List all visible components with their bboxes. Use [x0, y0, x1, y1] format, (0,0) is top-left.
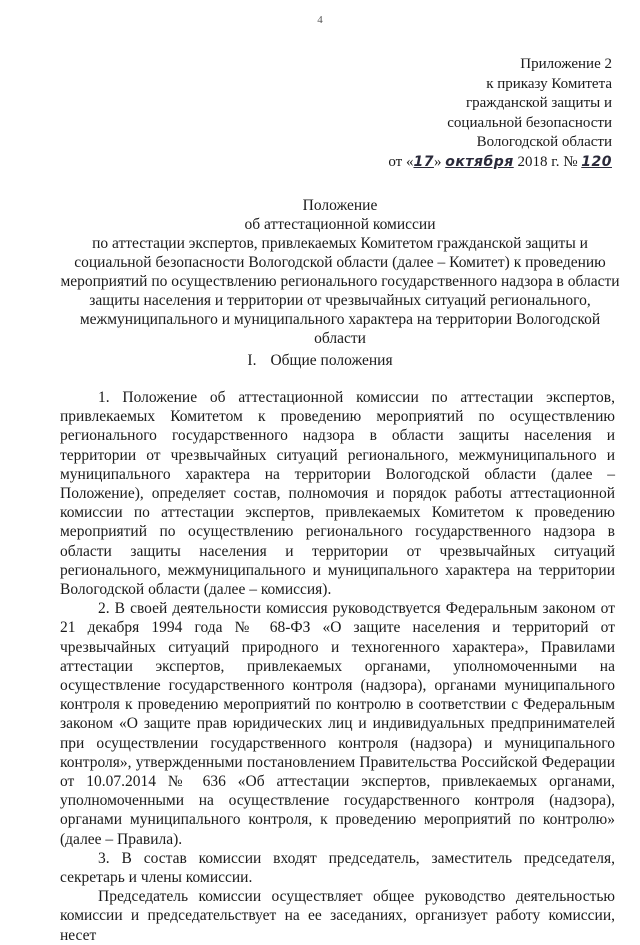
date-prefix: от « — [388, 153, 414, 170]
date-mid: » — [433, 153, 442, 170]
appendix-line: социальной безопасности — [447, 114, 612, 131]
handwritten-day: 17 — [413, 153, 434, 170]
title-line-2: об аттестационной комиссии — [244, 216, 436, 233]
paragraph: 1. Положение об аттестационной комиссии по аттестации экспертов, привлекаемых Комитетом к проведению мероприятий по осуществлению регионального государственного надзора в области защиты населения и территории от чрезвычайных ситуаций регионального, межмуниципального и муниципального характера на территории Вологодской области (далее – Положение), определяет состав, полномочия и порядок работы аттестационной комиссии по аттестации экспертов, привлекаемых Комитетом к проведению мероприятий по осуществлению регионального государственного надзора в области защиты населения и территории от чрезвычайных ситуаций регионального, межмуниципального и муниципального характера на территории Вологодской области (далее – комиссия). — [60, 389, 615, 599]
document-title — [60, 196, 620, 348]
appendix-line: гражданской защиты и — [465, 95, 612, 111]
title-line-1: Положение — [302, 197, 378, 214]
handwritten-order-number: 120 — [581, 153, 612, 170]
handwritten-month: октября — [445, 153, 514, 170]
appendix-line: к приказу Комитета — [486, 75, 612, 92]
document-body — [60, 388, 615, 945]
section-number: I. — [247, 352, 257, 369]
appendix-line: Приложение 2 — [520, 56, 612, 72]
paragraph: 3. В состав комиссии входят председатель, заместитель председателя, секретарь и члены комиссии. — [60, 849, 615, 887]
appendix-line: Вологодской области — [476, 134, 612, 150]
section-title: Общие положения — [270, 352, 393, 369]
paragraph: Председатель комиссии осуществляет общее руководство деятельностью комиссии и председательствует на ее заседаниях, организует работу комиссии, несет — [60, 888, 615, 944]
paragraph: 2. В своей деятельности комиссия руководствуется Федеральным законом от 21 декабря 1994 года № 68-ФЗ «О защите населения и территорий от чрезвычайных ситуаций природного и техногенного характера», Правилами аттестации экспертов, привлекаемых органами, уполномоченными на осуществление государственного контроля (надзора), органами муниципального контроля к проведению мероприятий по контролю в соответствии с Федеральным законом «О защите прав юридических лиц и индивидуальных предпринимателей при осуществлении государственного контроля (надзора) и муниципального контроля», утвержденными постановлением Правительства Российской Федерации от 10.07.2014 № 636 «Об аттестации экспертов, привлекаемых органами, уполномоченными на осуществление государственного контроля (надзора), органами муниципального контроля, к проведению мероприятий по контролю» (далее – Правила). — [60, 600, 615, 848]
title-rest: по аттестации экспертов, привлекаемых Комитетом гражданской защиты и социальной безопасности Вологодской области (далее – Комитет) к проведению мероприятий по осуществлению регионального государственного надзора в области защиты населения и территории от чрезвычайных ситуаций регионального, межмуниципального и муниципального характера на территории Вологодской области — [60, 235, 620, 347]
year-text: 2018 г. № — [517, 153, 578, 170]
page-number: 4 — [317, 14, 323, 26]
section-heading — [0, 352, 640, 370]
order-date-line — [388, 153, 612, 173]
appendix-header — [388, 55, 612, 172]
